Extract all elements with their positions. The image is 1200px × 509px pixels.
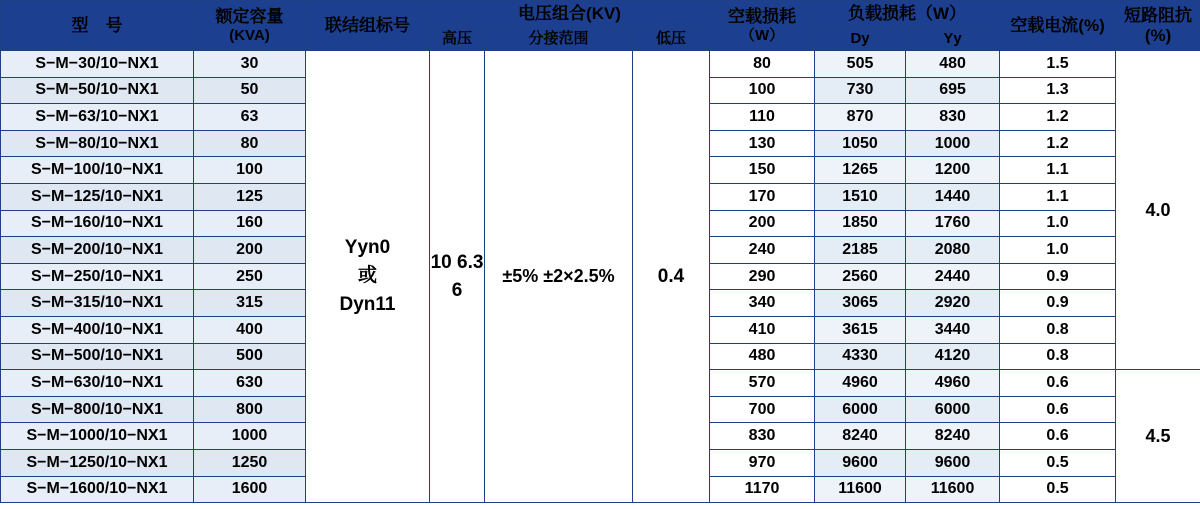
connection-group-line-3: Dyn11: [306, 291, 429, 320]
cell-no-load-loss: 100: [710, 77, 815, 104]
cell-load-loss-yy: 8240: [906, 423, 1000, 450]
tap-range-line-2: ±2×2.5%: [543, 266, 614, 286]
cell-load-loss-yy: 4960: [906, 370, 1000, 397]
cell-no-load-loss: 410: [710, 316, 815, 343]
header-no-load-loss-label: 空载损耗: [728, 7, 796, 26]
header-short-circuit-impedance: 短路阻抗(%): [1116, 1, 1200, 51]
cell-load-loss-yy: 695: [906, 77, 1000, 104]
table-header: [1, 1, 1200, 51]
cell-load-loss-yy: 480: [906, 51, 1000, 78]
cell-capacity: 63: [194, 104, 306, 131]
cell-load-loss-dy: 4960: [815, 370, 906, 397]
voltage-high-line-3: 6: [452, 280, 463, 301]
cell-load-loss-dy: 1050: [815, 130, 906, 157]
cell-model: S−M−315/10−NX1: [1, 290, 194, 317]
cell-model: S−M−1250/10−NX1: [1, 449, 194, 476]
cell-capacity: 400: [194, 316, 306, 343]
cell-no-load-current: 0.8: [1000, 343, 1116, 370]
header-load-loss-yy: Yy: [906, 28, 1000, 51]
cell-model: S−M−200/10−NX1: [1, 237, 194, 264]
cell-no-load-current: 0.6: [1000, 423, 1116, 450]
header-voltage-combination: 电压组合(KV): [430, 1, 710, 28]
cell-load-loss-dy: 3615: [815, 316, 906, 343]
cell-voltage-high-merged: [430, 51, 485, 503]
cell-model: S−M−500/10−NX1: [1, 343, 194, 370]
cell-load-loss-yy: 2920: [906, 290, 1000, 317]
cell-load-loss-dy: 2185: [815, 237, 906, 264]
cell-model: S−M−125/10−NX1: [1, 183, 194, 210]
cell-no-load-loss: 970: [710, 449, 815, 476]
cell-no-load-loss: 480: [710, 343, 815, 370]
header-rated-capacity-label: 额定容量: [216, 7, 284, 26]
cell-no-load-loss: 110: [710, 104, 815, 131]
connection-group-line-2: 或: [306, 262, 429, 291]
cell-capacity: 50: [194, 77, 306, 104]
header-voltage-tap-range: 分接范围: [485, 28, 633, 51]
cell-load-loss-dy: 2560: [815, 263, 906, 290]
cell-no-load-current: 1.0: [1000, 210, 1116, 237]
cell-load-loss-dy: 1265: [815, 157, 906, 184]
cell-capacity: 800: [194, 396, 306, 423]
cell-load-loss-yy: 2440: [906, 263, 1000, 290]
cell-capacity: 1600: [194, 476, 306, 503]
cell-model: S−M−50/10−NX1: [1, 77, 194, 104]
cell-impedance-group-1: 4.0: [1116, 51, 1200, 370]
tap-range-line-1: ±5%: [502, 266, 538, 286]
cell-connection-group-merged: [306, 51, 430, 503]
cell-model: S−M−800/10−NX1: [1, 396, 194, 423]
cell-no-load-current: 0.5: [1000, 449, 1116, 476]
header-load-loss: 负载损耗（W）: [815, 1, 1000, 28]
cell-model: S−M−160/10−NX1: [1, 210, 194, 237]
cell-load-loss-dy: 1510: [815, 183, 906, 210]
cell-no-load-loss: 340: [710, 290, 815, 317]
cell-no-load-current: 1.2: [1000, 130, 1116, 157]
cell-model: S−M−63/10−NX1: [1, 104, 194, 131]
header-rated-capacity: [194, 1, 306, 51]
cell-load-loss-dy: 1850: [815, 210, 906, 237]
cell-load-loss-yy: 11600: [906, 476, 1000, 503]
cell-capacity: 500: [194, 343, 306, 370]
cell-no-load-current: 1.0: [1000, 237, 1116, 264]
cell-load-loss-yy: 3440: [906, 316, 1000, 343]
cell-capacity: 1250: [194, 449, 306, 476]
cell-no-load-loss: 290: [710, 263, 815, 290]
header-rated-capacity-unit: (KVA): [194, 27, 305, 44]
cell-load-loss-dy: 4330: [815, 343, 906, 370]
cell-tap-range-merged: [485, 51, 633, 503]
cell-no-load-current: 0.9: [1000, 263, 1116, 290]
header-no-load-current: 空载电流(%): [1000, 1, 1116, 51]
cell-impedance-group-2: 4.5: [1116, 370, 1200, 503]
cell-no-load-loss: 80: [710, 51, 815, 78]
cell-capacity: 160: [194, 210, 306, 237]
header-model: 型 号: [1, 1, 194, 51]
bottom-spacer: [0, 503, 1200, 509]
cell-capacity: 125: [194, 183, 306, 210]
cell-load-loss-yy: 1200: [906, 157, 1000, 184]
cell-capacity: 100: [194, 157, 306, 184]
cell-no-load-loss: 170: [710, 183, 815, 210]
cell-no-load-current: 1.5: [1000, 51, 1116, 78]
cell-no-load-loss: 830: [710, 423, 815, 450]
cell-model: S−M−400/10−NX1: [1, 316, 194, 343]
cell-no-load-loss: 240: [710, 237, 815, 264]
cell-no-load-loss: 150: [710, 157, 815, 184]
cell-capacity: 630: [194, 370, 306, 397]
header-row-primary: [1, 1, 1200, 28]
cell-model: S−M−630/10−NX1: [1, 370, 194, 397]
cell-capacity: 200: [194, 237, 306, 264]
cell-load-loss-yy: 2080: [906, 237, 1000, 264]
cell-model: S−M−30/10−NX1: [1, 51, 194, 78]
cell-load-loss-yy: 1440: [906, 183, 1000, 210]
cell-load-loss-yy: 9600: [906, 449, 1000, 476]
cell-capacity: 315: [194, 290, 306, 317]
header-connection-group: 联结组标号: [306, 1, 430, 51]
cell-no-load-current: 0.5: [1000, 476, 1116, 503]
cell-no-load-loss: 570: [710, 370, 815, 397]
cell-no-load-current: 0.6: [1000, 396, 1116, 423]
header-no-load-loss-unit: （W）: [710, 27, 814, 44]
header-no-load-loss: [710, 1, 815, 51]
cell-load-loss-dy: 730: [815, 77, 906, 104]
cell-load-loss-yy: 830: [906, 104, 1000, 131]
cell-capacity: 1000: [194, 423, 306, 450]
table-row: [1, 51, 1200, 78]
voltage-high-line-2: 6.3: [457, 252, 483, 273]
cell-no-load-loss: 700: [710, 396, 815, 423]
voltage-high-line-1: 10: [431, 252, 452, 273]
cell-no-load-current: 0.9: [1000, 290, 1116, 317]
cell-load-loss-dy: 6000: [815, 396, 906, 423]
cell-capacity: 250: [194, 263, 306, 290]
cell-model: S−M−100/10−NX1: [1, 157, 194, 184]
header-load-loss-dy: Dy: [815, 28, 906, 51]
header-voltage-low: 低压: [633, 28, 710, 51]
cell-model: S−M−1000/10−NX1: [1, 423, 194, 450]
cell-no-load-current: 0.6: [1000, 370, 1116, 397]
cell-no-load-current: 1.1: [1000, 183, 1116, 210]
cell-no-load-current: 1.3: [1000, 77, 1116, 104]
cell-model: S−M−1600/10−NX1: [1, 476, 194, 503]
cell-load-loss-dy: 3065: [815, 290, 906, 317]
cell-load-loss-yy: 1000: [906, 130, 1000, 157]
cell-load-loss-dy: 8240: [815, 423, 906, 450]
connection-group-line-1: Yyn0: [306, 234, 429, 263]
cell-no-load-current: 1.1: [1000, 157, 1116, 184]
cell-no-load-current: 1.2: [1000, 104, 1116, 131]
cell-no-load-loss: 200: [710, 210, 815, 237]
table-body: [1, 51, 1200, 503]
cell-no-load-current: 0.8: [1000, 316, 1116, 343]
cell-model: S−M−80/10−NX1: [1, 130, 194, 157]
cell-load-loss-yy: 6000: [906, 396, 1000, 423]
cell-load-loss-yy: 1760: [906, 210, 1000, 237]
cell-load-loss-dy: 505: [815, 51, 906, 78]
cell-load-loss-dy: 870: [815, 104, 906, 131]
cell-capacity: 30: [194, 51, 306, 78]
cell-no-load-loss: 1170: [710, 476, 815, 503]
cell-load-loss-yy: 4120: [906, 343, 1000, 370]
cell-voltage-low-merged: 0.4: [633, 51, 710, 503]
cell-model: S−M−250/10−NX1: [1, 263, 194, 290]
cell-capacity: 80: [194, 130, 306, 157]
cell-no-load-loss: 130: [710, 130, 815, 157]
cell-load-loss-dy: 9600: [815, 449, 906, 476]
header-voltage-high: 高压: [430, 28, 485, 51]
cell-load-loss-dy: 11600: [815, 476, 906, 503]
